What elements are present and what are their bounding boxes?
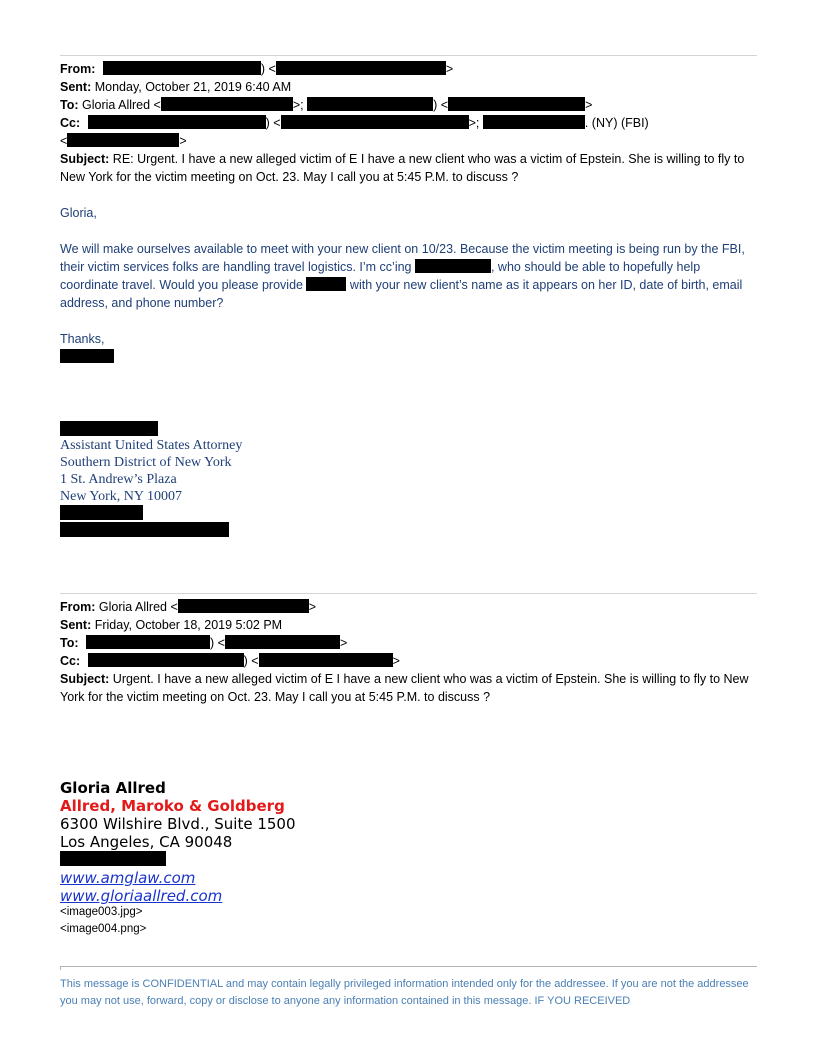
top-divider xyxy=(60,55,757,56)
from-label: From: xyxy=(60,600,96,614)
personal-website-link[interactable]: www.gloriaallred.com xyxy=(60,887,223,905)
redacted-signature-name xyxy=(60,421,158,436)
redaction-bar xyxy=(161,97,293,111)
redaction-bar xyxy=(103,61,261,75)
original-from-line xyxy=(60,598,316,616)
redaction-bar xyxy=(415,259,491,273)
subject-label: Subject: xyxy=(60,152,110,166)
reply-cc-sep: >; xyxy=(468,116,480,130)
sig-name-text: Gloria Allred xyxy=(60,779,166,797)
original-to-end: > xyxy=(339,636,348,650)
to-label: To: xyxy=(60,636,79,650)
original-subject-line xyxy=(60,670,755,706)
footer-divider xyxy=(60,966,757,967)
redaction-bar xyxy=(281,115,469,129)
original-from-name: Gloria Allred < xyxy=(95,600,178,614)
redaction-bar xyxy=(483,115,585,129)
reply-cc-mid: ) < xyxy=(265,116,281,130)
original-subject: Urgent. I have a new alleged victim of E I have a new client who was a victim of Epstein. She is willing to fly to New York for the victim meeting on Oct. 23. May I call you at 5:45 P.M. to discuss ? xyxy=(60,672,749,704)
redacted-phone xyxy=(60,851,166,866)
reply-to-line xyxy=(60,96,592,114)
reply-cc-line xyxy=(60,114,649,132)
redaction-bar xyxy=(259,653,393,667)
sig-address-line1: 1 St. Andrew’s Plaza xyxy=(60,472,177,487)
reply-from-line xyxy=(60,60,453,78)
sig-firm xyxy=(60,797,285,815)
sig-firm-text: Allred, Maroko & Goldberg xyxy=(60,797,285,815)
personal-website-link-row xyxy=(60,887,222,905)
original-divider xyxy=(60,593,757,594)
to-label: To: xyxy=(60,98,79,112)
reply-cc2-start: < xyxy=(60,134,68,148)
redaction-bar xyxy=(448,97,585,111)
original-sent-line xyxy=(60,616,282,634)
reply-sent-line xyxy=(60,78,291,96)
reply-subject-line xyxy=(60,150,755,186)
reply-para-part2: , who should be able to hopefully help coordinate travel. Would you please provide xyxy=(60,260,701,292)
original-from-end: > xyxy=(308,600,317,614)
reply-to-name: Gloria Allred < xyxy=(78,98,161,112)
redaction-bar xyxy=(225,635,340,649)
original-cc-mid: ) < xyxy=(243,654,259,668)
attachment-image004: <image004.png> xyxy=(60,923,147,935)
reply-para-part1: We will make ourselves available to meet with your new client on 10/23. Because the victim meeting is being run by the FBI, their victim services folks are handling travel logistics. I’m cc’ing xyxy=(60,242,745,274)
original-sent-date: Friday, October 18, 2019 5:02 PM xyxy=(91,618,283,632)
original-cc-line xyxy=(60,652,400,670)
reply-thanks: Thanks, xyxy=(60,332,105,346)
sent-label: Sent: xyxy=(60,80,92,94)
footer-divider-tick xyxy=(60,966,61,970)
reply-greeting: Gloria, xyxy=(60,206,97,220)
sig-title: Assistant United States Attorney xyxy=(60,438,243,453)
redaction-bar xyxy=(178,599,309,613)
reply-to-end: > xyxy=(585,98,593,112)
original-to-mid: ) < xyxy=(210,636,225,650)
cc-label: Cc: xyxy=(60,654,81,668)
redaction-bar xyxy=(86,635,210,649)
attachment-image003: <image003.jpg> xyxy=(60,906,143,918)
confidentiality-notice: This message is CONFIDENTIAL and may contain legally privileged information intended only for the addressee. If you are not the addressee you may not use, forward, copy or disclose to anyone any information contained in this message. IF YOU RECEIVED xyxy=(60,978,749,1007)
original-cc-end: > xyxy=(392,654,400,668)
sig-name xyxy=(60,779,166,797)
firm-website-link[interactable]: www.amglaw.com xyxy=(60,869,196,887)
redacted-email xyxy=(60,522,229,537)
reply-from-end: > xyxy=(445,62,454,76)
redaction-bar xyxy=(276,61,446,75)
reply-cc-suffix: . (NY) (FBI) xyxy=(584,116,649,130)
reply-cc2-end: > xyxy=(179,134,187,148)
reply-para-part3: with your new client’s name as it appears on her ID, date of birth, email address, and phone number? xyxy=(60,278,743,310)
redacted-phone xyxy=(60,505,143,520)
redaction-bar xyxy=(88,115,266,129)
original-to-line xyxy=(60,634,347,652)
sig-address-line2: Los Angeles, CA 90048 xyxy=(60,833,233,851)
redaction-bar xyxy=(67,133,179,147)
redaction-bar xyxy=(306,277,346,291)
sig-address-line1: 6300 Wilshire Blvd., Suite 1500 xyxy=(60,815,296,833)
redacted-sender-name xyxy=(60,349,114,363)
reply-cc-continued xyxy=(60,132,187,150)
reply-to-sep: >; xyxy=(292,98,304,112)
firm-website-link-row xyxy=(60,869,195,887)
sig-office: Southern District of New York xyxy=(60,455,232,470)
reply-to-mid: ) < xyxy=(433,98,449,112)
subject-label: Subject: xyxy=(60,672,110,686)
reply-paragraph xyxy=(60,240,760,312)
cc-label: Cc: xyxy=(60,116,81,130)
redaction-bar xyxy=(88,653,244,667)
redaction-bar xyxy=(307,97,433,111)
sig-address-line2: New York, NY 10007 xyxy=(60,489,182,504)
reply-sent-date: Monday, October 21, 2019 6:40 AM xyxy=(91,80,292,94)
from-label: From: xyxy=(60,62,96,76)
reply-from-mid: ) < xyxy=(260,62,276,76)
reply-subject: RE: Urgent. I have a new alleged victim of E I have a new client who was a victim of Epstein. She is willing to fly to New York for the victim meeting on Oct. 23. May I call you at 5:45 P.M. to discuss ? xyxy=(60,152,745,184)
sent-label: Sent: xyxy=(60,618,92,632)
